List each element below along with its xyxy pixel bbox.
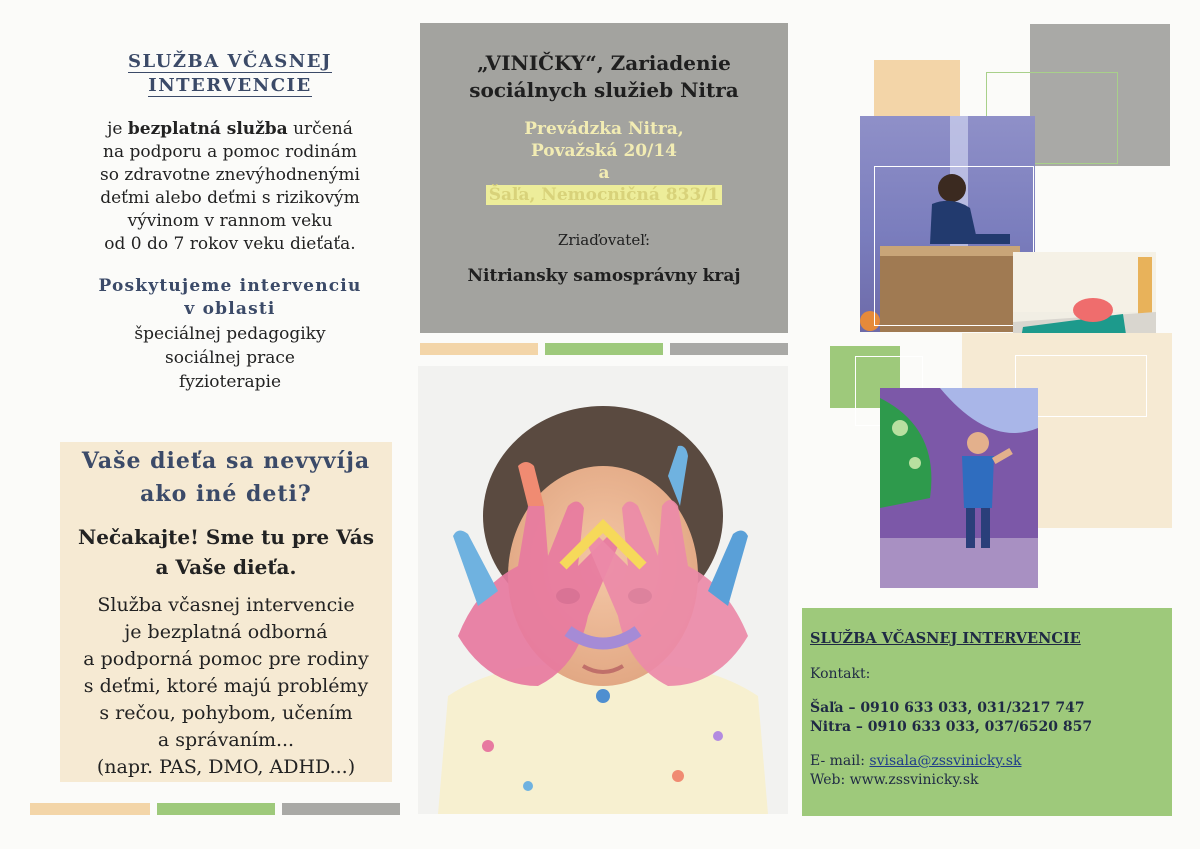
email-label: E- mail: xyxy=(810,753,865,769)
founder-label: Zriaďovateľ: xyxy=(557,231,651,249)
phone-nitra: Nitra – 0910 633 033, 037/6520 857 xyxy=(810,719,1093,735)
email-link[interactable]: svisala@zssvinicky.sk xyxy=(869,753,1022,769)
intro-line: vývinom v rannom veku xyxy=(127,211,333,231)
areas-heading xyxy=(60,275,400,321)
decor-outline-white xyxy=(874,166,1034,326)
branch-line1: Prevádzka Nitra, xyxy=(524,119,684,139)
question-line2: ako iné deti? xyxy=(140,481,312,507)
organization-name xyxy=(420,50,788,104)
stripe-grey xyxy=(670,343,788,355)
child-hands-heart-photo xyxy=(418,366,788,814)
stripe-green xyxy=(157,803,275,815)
intro-line: od 0 do 7 rokov veku dieťaťa. xyxy=(104,234,356,254)
service-description xyxy=(60,592,392,781)
leaflet-title xyxy=(70,50,390,98)
org-line2: sociálnych služieb Nitra xyxy=(469,78,739,102)
intro-line: deťmi alebo deťmi s rizikovým xyxy=(100,188,360,208)
desc-line: Služba včasnej intervencie xyxy=(97,594,355,616)
call-to-action-box xyxy=(60,442,392,782)
intro-line: so zdravotne znevýhodnenými xyxy=(100,165,360,185)
desc-line: (napr. PAS, DMO, ADHD...) xyxy=(96,756,356,778)
web-link[interactable]: Web: www.zssvinicky.sk xyxy=(810,772,979,788)
contact-label: Kontakt: xyxy=(810,666,871,682)
desc-line: s deťmi, ktoré majú problémy xyxy=(83,675,369,697)
area-item: fyzioterapie xyxy=(178,372,282,392)
call-line2: a Vaše dieťa. xyxy=(155,555,297,579)
organization-box xyxy=(420,23,788,333)
areas-heading-line2: v oblasti xyxy=(184,299,276,319)
decor-square-peach xyxy=(874,60,960,118)
branch-line4: Šaľa, Nemocničná 833/1 xyxy=(486,185,723,205)
child-illustration xyxy=(418,366,788,814)
desc-line: s rečou, pohybom, učením xyxy=(99,702,353,724)
email-line xyxy=(810,753,1021,769)
contact-title: SLUŽBA VČASNEJ INTERVENCIE xyxy=(810,630,1081,647)
question-heading xyxy=(60,445,392,511)
contact-box xyxy=(802,608,1172,816)
call-heading xyxy=(60,522,392,582)
branch-line2: Považská 20/14 xyxy=(530,141,678,161)
service-intro xyxy=(60,118,400,256)
child-at-wall-photo xyxy=(880,388,1038,588)
stripe-peach xyxy=(420,343,538,355)
desc-line: a podporná pomoc pre rodiny xyxy=(83,648,369,670)
area-item: sociálnej prace xyxy=(165,348,295,368)
desc-line: je bezplatná odborná xyxy=(124,621,328,643)
leaflet-title-line2: INTERVENCIE xyxy=(148,75,312,96)
branch-addresses xyxy=(420,118,788,206)
stripe-grey xyxy=(282,803,400,815)
org-line1: „VINIČKY“, Zariadenie xyxy=(477,51,731,75)
stripe-green xyxy=(545,343,663,355)
areas-heading-line1: Poskytujeme intervenciu xyxy=(98,276,362,296)
stripe-peach xyxy=(30,803,150,815)
intro-bold: bezplatná služba xyxy=(127,119,288,139)
phone-sala: Šaľa – 0910 633 033, 031/3217 747 xyxy=(810,700,1085,716)
area-item: špeciálnej pedagogiky xyxy=(134,324,326,344)
intro-prefix: je xyxy=(107,119,123,139)
call-line1: Nečakajte! Sme tu pre Vás xyxy=(77,525,375,549)
child-at-wall-illustration xyxy=(880,388,1038,588)
intro-rest: určená xyxy=(293,119,353,139)
leaflet-title-line1: SLUŽBA VČASNEJ xyxy=(128,51,332,72)
areas-list xyxy=(60,322,400,394)
intro-line: na podporu a pomoc rodinám xyxy=(103,142,357,162)
desc-line: a správaním... xyxy=(157,729,295,751)
branch-line3: a xyxy=(598,163,610,183)
founder-name: Nitriansky samosprávny kraj xyxy=(467,266,741,286)
question-line1: Vaše dieťa sa nevyvíja xyxy=(81,448,371,474)
